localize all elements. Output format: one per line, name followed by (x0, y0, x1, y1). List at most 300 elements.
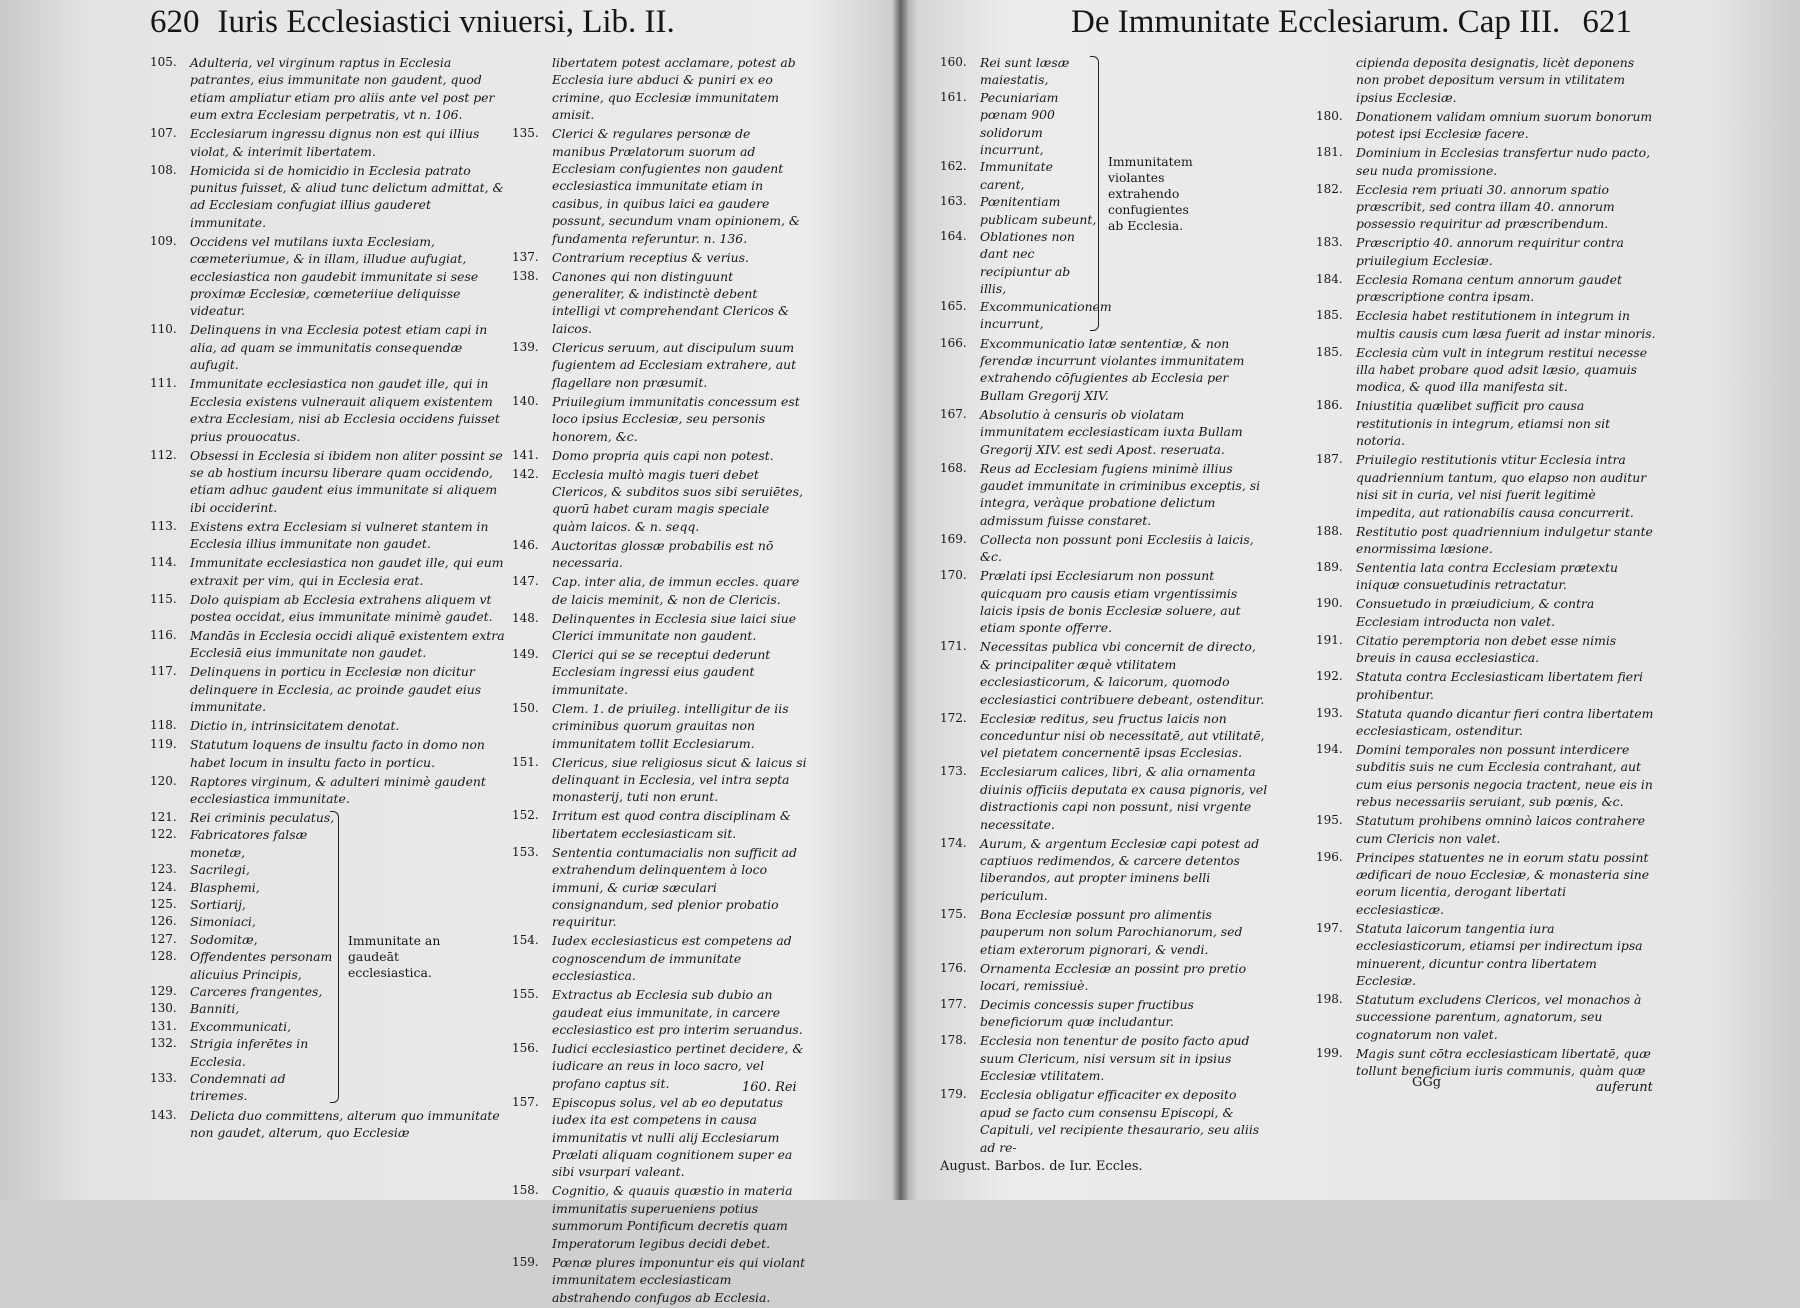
right-page-number: 621 (1582, 4, 1632, 40)
entry-number: 162. (940, 159, 967, 174)
entry-number: 118. (150, 718, 177, 733)
index-entry (940, 1086, 1270, 1156)
index-entry (1316, 559, 1656, 594)
index-entry (1316, 741, 1656, 811)
entry-number: 108. (150, 162, 177, 177)
entry-text: Ecclesiarum ingressu dignus non est qui illius violat, & interimit libertatem. (190, 126, 480, 159)
index-entry (150, 736, 510, 771)
entry-number: 124. (150, 879, 177, 894)
entry-number: 160. (940, 55, 967, 69)
entry-number: 122. (150, 827, 177, 842)
index-entry (940, 228, 1098, 298)
right-group-items (940, 54, 1270, 333)
index-entry (1316, 307, 1656, 342)
index-entry (1316, 1045, 1656, 1080)
entry-text: Iudex ecclesiasticus est competens ad cognoscendum de immunitate ecclesiastica. (552, 933, 792, 984)
entry-text: Blasphemi, (190, 879, 260, 895)
index-entry (1316, 668, 1656, 703)
entry-number: 159. (512, 1254, 539, 1269)
entry-text: Pœnitentiam publicam subeunt, (980, 194, 1097, 227)
entry-number: 154. (512, 933, 539, 948)
entry-number: 115. (150, 591, 177, 606)
index-entry (512, 393, 807, 445)
index-entry (940, 335, 1270, 405)
entry-number: 126. (150, 914, 177, 929)
entry-text: Necessitas publica vbi concernit de directo, & principaliter æquè vtilitatem ecclesiasticorum, & laicorum, quomodo ecclesiastici contribuere debeant, ostenditur. (980, 639, 1265, 707)
index-entry (940, 193, 1098, 228)
entry-text: Sacrilegi, (190, 862, 250, 878)
entry-text: Iudici ecclesiastico pertinet decidere, & iudicare an reus in loco sacro, vel profano captus sit. (552, 1041, 804, 1091)
entry-number: 149. (512, 646, 539, 661)
index-entry (1316, 523, 1656, 558)
entry-number: 192. (1316, 669, 1343, 684)
right-page-header (1071, 4, 1632, 41)
index-entry (512, 268, 807, 338)
entry-number: 170. (940, 568, 967, 583)
entry-number: 199. (1316, 1045, 1343, 1060)
entry-text: Mandās in Ecclesia occidi aliquē existentem extra Ecclesiā eius immunitate non gaudet. (190, 627, 505, 661)
entry-number: 113. (150, 518, 177, 533)
index-entry (150, 1107, 510, 1142)
index-entry (940, 406, 1270, 458)
entry-text: Delinquens in porticu in Ecclesiæ non dicitur delinquere in Ecclesia, ac proinde gaudet eius immunitate. (190, 664, 482, 715)
entry-text: Aurum, & argentum Ecclesiæ capi potest ad captiuos redimendos, & carcere detentos liberandos, aut propter iminens belli periculum. (980, 835, 1260, 903)
entry-number: 125. (150, 897, 177, 911)
entry-number: 137. (512, 249, 539, 264)
index-entry (150, 948, 338, 983)
index-entry (940, 460, 1270, 530)
index-entry (150, 321, 510, 373)
index-entry (1316, 344, 1656, 396)
entry-number: 174. (940, 835, 967, 850)
index-entry (512, 700, 807, 752)
index-entry (512, 1182, 807, 1252)
index-entry (512, 1094, 807, 1181)
entry-text: Pecuniariam pœnam 900 solidorum incurrunt, (980, 89, 1059, 158)
entry-text: Priuilegium immunitatis concessum est loco ipsius Ecclesiæ, seu personis honorem, &c. (552, 393, 800, 444)
index-entry (1316, 595, 1656, 630)
right-group-note: Immunitatem violantes extrahendo confugientes ab Ecclesia. (1108, 153, 1193, 233)
index-entry (1316, 271, 1656, 306)
entry-number: 165. (940, 298, 967, 313)
left-group-brace (330, 811, 339, 1103)
right-column-2 (1316, 54, 1656, 1081)
index-entry (150, 162, 510, 232)
entry-number: 172. (940, 710, 967, 725)
entry-number: 117. (150, 664, 177, 679)
entry-text: Clerici & regulares personæ de manibus Prælatorum suorum ad Ecclesiam confugientes non gaudent ecclesiastica immunitate etiam in casibus, in quibus laici ea gaudere possunt, secundum vnam opinionem, & fundamenta referuntur. n. 136. (552, 126, 800, 246)
entry-number: 157. (512, 1094, 539, 1109)
index-entry (150, 879, 338, 896)
index-entry (150, 375, 510, 445)
entry-text: Oblationes non dant nec recipiuntur ab illis, (980, 229, 1075, 297)
entry-text: cipienda deposita designatis, licèt deponens non probet depositum versum in vtilitatem ipsius Ecclesiæ. (1356, 55, 1635, 105)
index-entry (150, 931, 338, 948)
entry-text: Statuta quando dicantur fieri contra libertatem ecclesiasticam, ostenditur. (1356, 705, 1654, 738)
entry-number: 138. (512, 268, 539, 283)
entry-text: Strigia inferētes in Ecclesia. (190, 1036, 309, 1069)
entry-text: Excommunicati, (190, 1018, 292, 1034)
entry-text: Immunitate carent, (980, 159, 1053, 192)
entry-text: Immunitate ecclesiastica non gaudet ille, qui eum extraxit per vim, qui in Ecclesia erat. (190, 555, 504, 588)
entry-text: Ecclesia multò magis tueri debet Clericos, & subditos suos sibi seruiētes, quorū habet curam magis speciale quàm laicos. & n. seqq. (552, 466, 803, 534)
entry-text: Prælati ipsi Ecclesiarum non possunt quicquam pro causis etiam vrgentissimis laicis ipsis de bonis Ecclesiæ soluere, aut etiam sponte offerre. (980, 568, 1241, 636)
entry-text: Delinquens in vna Ecclesia potest etiam capi in alia, ad quam se immunitatis consequendæ aufugit. (190, 322, 488, 373)
right-catchword: auferunt (1596, 1080, 1653, 1095)
index-entry (150, 591, 510, 626)
index-entry (150, 447, 510, 517)
entry-text: Sententia lata contra Ecclesiam prætextu iniquæ consuetudinis retractatur. (1356, 559, 1619, 593)
index-entry (150, 1035, 338, 1070)
entry-text: Absolutio à censuris ob violatam immunitatem ecclesiasticam iuxta Bullam Gregorij XIV. est sedi Apost. reseruata. (980, 406, 1243, 457)
index-entry (1316, 108, 1656, 143)
entry-number: 185. (1316, 308, 1343, 323)
left-column-1 (150, 54, 510, 1143)
entry-text: Carceres frangentes, (190, 984, 323, 1000)
entry-number: 183. (1316, 235, 1343, 250)
entry-number: 156. (512, 1041, 539, 1056)
entry-text: Collecta non possunt poni Ecclesiis à laicis, &c. (980, 531, 1254, 565)
entry-number: 181. (1316, 145, 1343, 160)
signature-mark: GGg (1412, 1075, 1442, 1090)
left-col2-entries (512, 54, 807, 1306)
entry-number: 147. (512, 574, 539, 589)
entry-text: Ecclesia Romana centum annorum gaudet præscriptione contra ipsam. (1356, 271, 1622, 305)
entry-text: Statutum prohibens omninò laicos contrahere cum Clericis non valet. (1356, 813, 1646, 846)
entry-text: Homicida si de homicidio in Ecclesia patrato punitus fuisset, & aliud tunc delictum admittat, & ad Ecclesiam confugiat illius gauderet immunitate. (190, 162, 504, 230)
entry-text: Sodomitæ, (190, 931, 258, 947)
entry-text: Excommunicationem incurrunt, (980, 298, 1112, 332)
index-entry (150, 896, 338, 913)
left-running-head: Iuris Ecclesiastici vniuersi, Lib. II. (217, 4, 675, 40)
entry-text: Domo propria quis capi non potest. (552, 447, 774, 463)
index-entry (150, 1070, 338, 1105)
index-entry (150, 233, 510, 320)
entry-number: 158. (512, 1183, 539, 1198)
entry-text: Ecclesiarum calices, libri, & alia ornamenta diuinis officiis deputata ex causa pignoris, vel distractionis capi non possunt, nisi vrgente necessitate. (980, 764, 1268, 832)
right-col1-entries (940, 335, 1270, 1156)
index-entry (940, 710, 1270, 762)
index-entry (150, 809, 338, 826)
index-entry (150, 554, 510, 589)
index-entry (512, 537, 807, 572)
index-entry (512, 646, 807, 698)
entry-text: Ecclesia obligatur efficaciter ex deposito apud se facto cum consensu Episcopi, & Capituli, vel recipiente thesaurario, seu aliis ad re- (980, 1087, 1260, 1155)
entry-number: 194. (1316, 741, 1343, 756)
left-column-2 (512, 54, 807, 1308)
entry-text: Restitutio post quadriennium indulgetur stante enormissima læsione. (1356, 523, 1653, 556)
index-entry (512, 573, 807, 608)
entry-number: 127. (150, 931, 177, 946)
entry-number: 164. (940, 229, 967, 244)
index-entry (512, 932, 807, 984)
index-entry (150, 913, 338, 930)
entry-text: Episcopus solus, vel ab eo deputatus iudex ita est competens in causa immunitatis vt nulli alij Ecclesiarum Prælati aliquam cognitionem super ea sibi vsurpari valeant. (552, 1094, 793, 1180)
index-entry (1316, 920, 1656, 990)
entry-text: Rei criminis peculatus, (190, 809, 335, 825)
entry-number: 146. (512, 537, 539, 552)
entry-number: 169. (940, 531, 967, 546)
entry-number: 184. (1316, 271, 1343, 286)
left-page (0, 0, 894, 1305)
entry-number: 131. (150, 1018, 177, 1033)
index-entry (150, 1018, 338, 1035)
index-entry (1316, 812, 1656, 847)
entry-number: 109. (150, 233, 177, 248)
index-entry (940, 1032, 1270, 1084)
index-entry (512, 125, 807, 247)
entry-text: Contrarium receptius & verius. (552, 249, 749, 265)
entry-number: 178. (940, 1033, 967, 1048)
entry-number: 189. (1316, 559, 1343, 574)
index-entry (512, 249, 807, 266)
entry-number: 129. (150, 984, 177, 999)
entry-number: 133. (150, 1071, 177, 1086)
entry-text: Delinquentes in Ecclesia siue laici siue Clerici immunitate non gaudent. (552, 610, 797, 643)
entry-number: 105. (150, 55, 177, 69)
entry-number: 114. (150, 555, 177, 570)
entry-text: Sententia contumacialis non sufficit ad extrahendum delinquentem à loco immuni, & curiæ sæculari consignandum, sed plenior probatio requiritur. (552, 844, 797, 930)
entry-text: Dolo quispiam ab Ecclesia extrahens aliquem vt postea occidat, eius immunitate minimè gaudet. (190, 591, 493, 624)
entry-text: Decimis concessis super fructibus beneficiorum quæ includantur. (980, 997, 1194, 1030)
entry-number: 121. (150, 809, 177, 824)
index-entry (512, 610, 807, 645)
entry-number: 107. (150, 126, 177, 141)
entry-number: 191. (1316, 632, 1343, 647)
left-group-note: Immunitate an gaudeāt ecclesiastica. (348, 932, 441, 980)
entry-text: Ecclesia rem priuati 30. annorum spatio præscribit, sed contra illam 40. annorum possessio requiritur ad præscribendum. (1356, 181, 1615, 232)
entry-number: 141. (512, 447, 539, 462)
right-col2-entries (1316, 54, 1656, 1080)
entry-number: 196. (1316, 849, 1343, 864)
index-entry (940, 531, 1270, 566)
index-entry (512, 339, 807, 391)
entry-number: 116. (150, 627, 177, 642)
index-entry (1316, 54, 1656, 106)
index-entry (150, 717, 510, 734)
entry-text: Existens extra Ecclesiam si vulneret stantem in Ecclesia illius immunitate non gaudet. (190, 518, 489, 552)
entry-text: Ecclesiæ reditus, seu fructus laicis non conceduntur nisi ob necessitatē, aut vtilitatē, vel pietatem concernentē ipsas Ecclesias. (980, 710, 1265, 761)
right-page (906, 0, 1800, 1200)
entry-number: 161. (940, 89, 967, 104)
entry-number: 128. (150, 949, 177, 964)
entry-text: Banniti, (190, 1001, 240, 1017)
index-entry (150, 1000, 338, 1017)
entry-text: Fabricatores falsæ monetæ, (190, 827, 308, 860)
entry-text: Principes statuentes ne in eorum statu possint ædificari de nouo Ecclesiæ, & monasteria sine eorum licentia, derogant libertati ecclesiasticæ. (1356, 849, 1650, 917)
entry-text: Statutum excludens Clericos, vel monachos à successione parentum, agnatorum, seu cognatorum non valet. (1356, 992, 1642, 1042)
entry-number: 142. (512, 466, 539, 481)
entry-text: Auctoritas glossæ probabilis est nō necessaria. (552, 537, 774, 571)
index-entry (940, 996, 1270, 1031)
entry-text: Clericus, siue religiosus sicut & laicus si delinquant in Ecclesia, vel intra septa monasterij, tuti non erunt. (552, 754, 807, 805)
entry-text: Condemnati ad triremes. (190, 1071, 286, 1104)
entry-number: 171. (940, 639, 967, 654)
entry-number: 168. (940, 460, 967, 475)
entry-text: Domini temporales non possunt interdicere subditis suis ne cum Ecclesia contrahant, aut cum eius personis negocia tractent, neue eis in rebus necessariis seruiant, sub pœnis, &c. (1356, 741, 1653, 810)
index-entry (150, 125, 510, 160)
index-entry (940, 54, 1098, 89)
index-entry (1316, 991, 1656, 1043)
entry-text: Præscriptio 40. annorum requiritur contra priuilegium Ecclesiæ. (1356, 235, 1624, 268)
index-entry (512, 54, 807, 124)
entry-text: Excommunicatio latæ sententiæ, & non ferendæ incurrunt violantes immunitatem extrahendo cōfugientes ab Ecclesia per Bullam Gregorij XIV. (980, 335, 1245, 403)
index-entry (1316, 705, 1656, 740)
index-entry (1316, 397, 1656, 449)
entry-number: 193. (1316, 705, 1343, 720)
author-line: August. Barbos. de Iur. Eccles. (940, 1158, 1143, 1174)
index-entry (512, 466, 807, 536)
left-page-header (150, 4, 675, 41)
entry-text: Obsessi in Ecclesia si ibidem non aliter possint se se ab hostium incursu liberare quam occidendo, etiam adhuc gaudent eius immunitate si aliquem ibi occiderint. (190, 447, 503, 515)
entry-number: 119. (150, 737, 177, 752)
index-entry (512, 844, 807, 931)
index-entry (150, 861, 338, 878)
index-entry (1316, 451, 1656, 521)
entry-text: Raptores virginum, & adulteri minimè gaudent ecclesiastica immunitate. (190, 773, 486, 806)
entry-text: Iniustitia quælibet sufficit pro causa restitutionis in integrum, etiamsi non sit notoria. (1356, 398, 1611, 449)
right-bracket-group (940, 54, 1270, 333)
index-entry (512, 447, 807, 464)
entry-number: 143. (150, 1107, 177, 1122)
index-entry (1316, 632, 1656, 667)
index-entry (940, 638, 1270, 708)
entry-number: 179. (940, 1087, 967, 1102)
right-running-head: De Immunitate Ecclesiarum. Cap III. (1071, 4, 1561, 40)
right-group-brace (1090, 56, 1099, 331)
entry-number: 148. (512, 610, 539, 625)
entry-number: 150. (512, 700, 539, 715)
entry-text: Bona Ecclesiæ possunt pro alimentis pauperum non solum Parochianorum, sed etiam exterorum pignorari, & vendi. (980, 906, 1243, 957)
index-entry (1316, 849, 1656, 919)
entry-text: Delicta duo committens, alterum quo immunitate non gaudet, alterum, quo Ecclesiæ (190, 1107, 500, 1141)
entry-number: 140. (512, 393, 539, 408)
entry-text: Pœnæ plures imponuntur eis qui violant immunitatem ecclesiasticam abstrahendo confugos ab Ecclesia. (552, 1254, 806, 1305)
entry-number: 163. (940, 194, 967, 209)
entry-text: Cap. inter alia, de immun eccles. quare de laicis meminit, & non de Clericis. (552, 574, 800, 607)
entry-number: 155. (512, 987, 539, 1002)
entry-number: 120. (150, 773, 177, 788)
entry-text: Reus ad Ecclesiam fugiens minimè illius gaudet immunitate in criminibus exceptis, si integra, veràque probatione delictum admissum fuisse constaret. (980, 460, 1261, 528)
entry-text: Statutum loquens de insultu facto in domo non habet locum in insultu facto in porticu. (190, 737, 485, 770)
entry-text: Statuta laicorum tangentia iura ecclesiasticorum, etiamsi per indirectum ipsa minuerent, dicuntur contra libertatem Ecclesiæ. (1356, 920, 1643, 988)
entry-number: 175. (940, 906, 967, 921)
index-entry (150, 773, 510, 808)
entry-number: 135. (512, 126, 539, 141)
entry-text: Extractus ab Ecclesia sub dubio an gaudeat eius immunitate, in carcere ecclesiastico est pro interim seruandus. (552, 987, 803, 1038)
entry-number: 198. (1316, 992, 1343, 1006)
entry-number: 151. (512, 754, 539, 769)
entry-text: Clericus seruum, aut discipulum suum fugientem ad Ecclesiam extrahere, aut flagellare non præsumit. (552, 339, 797, 390)
entry-text: Offendentes personam alicuius Principis, (190, 949, 333, 982)
entry-text: Donationem validam omnium suorum bonorum potest ipsi Ecclesiæ facere. (1356, 108, 1653, 142)
entry-number: 195. (1316, 813, 1343, 828)
entry-text: Statuta contra Ecclesiasticam libertatem fieri prohibentur. (1356, 669, 1643, 702)
entry-text: Ecclesia habet restitutionem in integrum in multis causis cum læsa fuerit ad instar minoris. (1356, 308, 1656, 341)
entry-number: 132. (150, 1036, 177, 1051)
index-entry (150, 518, 510, 553)
entry-number: 197. (1316, 920, 1343, 935)
index-entry (512, 807, 807, 842)
entry-number: 190. (1316, 596, 1343, 611)
entry-text: Clem. 1. de priuileg. intelligitur de iis criminibus quorum grauitas non immunitatem tollit Ecclesiarum. (552, 700, 789, 751)
entry-text: Occidens vel mutilans iuxta Ecclesiam, cœmeteriumue, & in illam, illudue aufugiat, ecclesiastica non gaudebit immunitate si sese proximæ Ecclesiæ, cœmeteriiue deliquisse videatur. (190, 233, 479, 319)
index-entry (940, 158, 1098, 193)
left-catchword: 160. Rei (742, 1080, 797, 1095)
entry-number: 188. (1316, 523, 1343, 538)
right-column-1 (940, 54, 1270, 1175)
index-entry (512, 754, 807, 806)
entry-number: 180. (1316, 108, 1343, 123)
index-entry (512, 1254, 807, 1306)
index-entry (940, 567, 1270, 637)
index-entry (940, 960, 1270, 995)
entry-text: Dictio in, intrinsicitatem denotat. (190, 718, 400, 734)
entry-text: Priuilegio restitutionis vtitur Ecclesia intra quadriennium tantum, quo elapso non auditur nisi sit in curia, vel nisi fuerit legitimè impedita, aut rationabilis causa concurrerit. (1356, 452, 1647, 520)
entry-text: Sortiarij, (190, 897, 246, 912)
entry-number: 123. (150, 862, 177, 877)
entry-number: 152. (512, 808, 539, 823)
entry-number: 111. (150, 376, 177, 391)
entry-number: 187. (1316, 452, 1343, 467)
entry-text: Rei sunt læsæ maiestatis, (980, 55, 1070, 88)
entry-number: 185. (1316, 344, 1343, 359)
entry-number: 167. (940, 406, 967, 421)
entry-text: Citatio peremptoria non debet esse nimis breuis in causa ecclesiastica. (1356, 632, 1617, 666)
index-entry (150, 627, 510, 662)
entry-text: Magis sunt cōtra ecclesiasticam libertatē, quæ tollunt beneficium iuris communis, quàm quæ (1356, 1045, 1651, 1079)
entry-text: Immunitate ecclesiastica non gaudet ille, qui in Ecclesia existens vulnerauit aliquem existentem extra Ecclesiam, nisi ab Ecclesia occidens fuisset prius prouocatus. (190, 376, 500, 444)
entry-text: libertatem potest acclamare, potest ab Ecclesia iure abduci & puniri ex eo crimine, quo Ecclesiæ immunitatem amisit. (552, 55, 796, 123)
entry-number: 166. (940, 335, 967, 350)
entry-text: Ornamenta Ecclesiæ an possint pro pretio locari, remissiuè. (980, 960, 1247, 994)
entry-number: 139. (512, 339, 539, 354)
entry-text: Consuetudo in præiudicium, & contra Ecclesiam introducta non valet. (1356, 596, 1595, 629)
entry-text: Ecclesia non tenentur de posito facto apud suum Clericum, nisi versum sit in ipsius Ecclesiæ vtilitatem. (980, 1033, 1250, 1084)
index-entry (150, 983, 338, 1000)
index-entry (512, 986, 807, 1038)
index-entry (1316, 144, 1656, 179)
index-entry (150, 663, 510, 715)
entry-text: Canones qui non distinguunt generaliter, & indistinctè debent intelligi vt comprehendant Clericos & laicos. (552, 268, 790, 336)
index-entry (150, 826, 338, 861)
index-entry (150, 54, 510, 124)
entry-number: 130. (150, 1001, 177, 1016)
entry-text: Cognitio, & quauis quæstio in materia immunitatis superueniens potius summorum Pontificum decretis quam Imperatorum legibus decidi debet. (552, 1183, 793, 1251)
left-bracket-group (150, 809, 510, 1105)
index-entry (940, 835, 1270, 905)
entry-number: 110. (150, 322, 177, 337)
index-entry (940, 906, 1270, 958)
entry-number: 186. (1316, 398, 1343, 413)
index-entry (940, 763, 1270, 833)
entry-number: 173. (940, 764, 967, 779)
left-page-number: 620 (150, 4, 200, 40)
entry-text: Simoniaci, (190, 914, 256, 930)
entry-number: 176. (940, 960, 967, 975)
left-col1-entries (150, 54, 510, 807)
entry-text: Dominium in Ecclesias transfertur nudo pacto, seu nuda promissione. (1356, 145, 1651, 178)
entry-number: 177. (940, 997, 967, 1012)
entry-text: Clerici qui se se receptui dederunt Ecclesiam ingressi eius gaudent immunitate. (552, 646, 771, 697)
entry-number: 112. (150, 447, 177, 462)
left-col1-tail (150, 1107, 510, 1142)
index-entry (940, 89, 1098, 159)
entry-text: Irritum est quod contra disciplinam & libertatem ecclesiasticam sit. (552, 808, 791, 841)
entry-number: 153. (512, 844, 539, 859)
index-entry (940, 298, 1112, 333)
index-entry (1316, 181, 1656, 233)
